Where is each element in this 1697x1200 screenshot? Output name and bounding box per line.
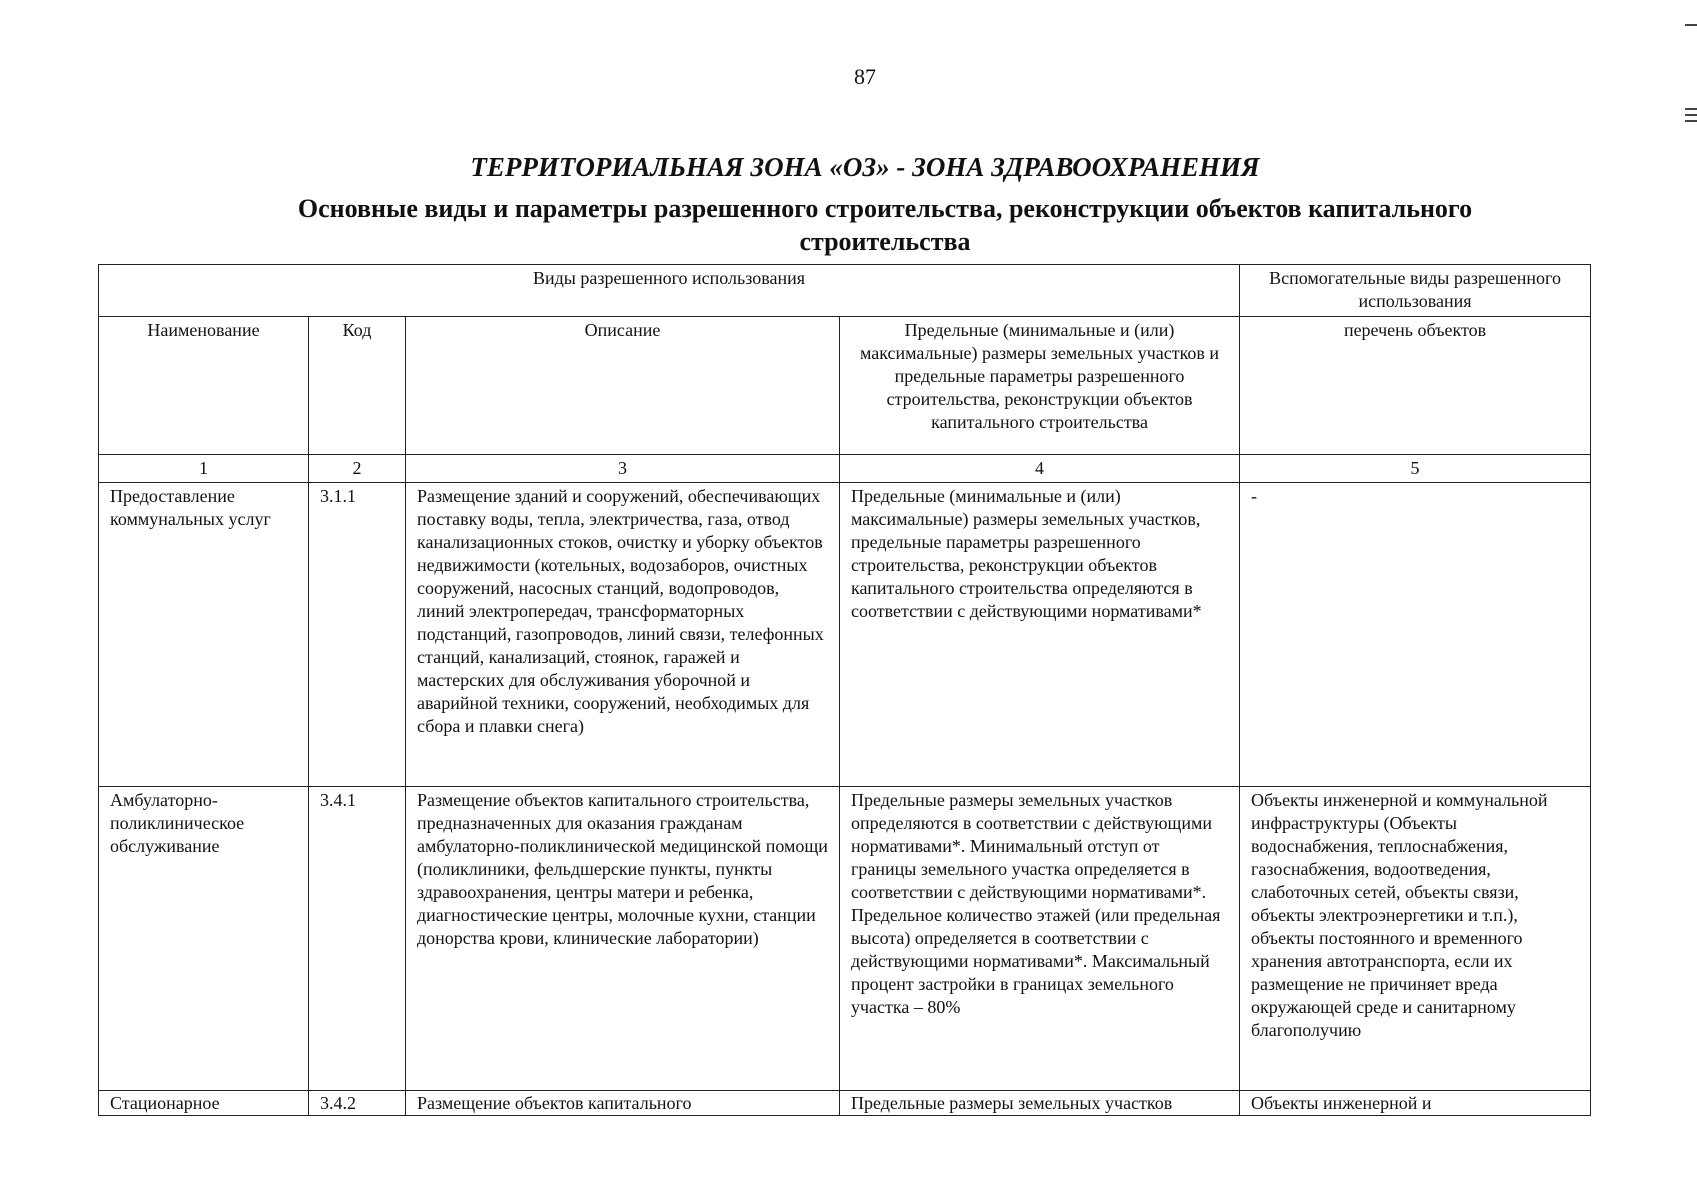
row-auxiliary-cell: Объекты инженерной и	[1240, 1091, 1591, 1116]
table-column-number-row	[99, 455, 1591, 483]
edge-mark	[1685, 24, 1697, 26]
column-header-description: Описание	[406, 317, 840, 455]
group-header-main: Виды разрешенного использования	[99, 265, 1240, 317]
row-name-cell: Предоставление коммунальных услуг	[99, 483, 309, 787]
zoning-table	[98, 264, 1591, 1116]
row-code-cell: 3.4.1	[309, 787, 406, 1091]
group-header-auxiliary: Вспомогательные виды разрешенного использования	[1240, 265, 1591, 317]
row-name-cell: Стационарное	[99, 1091, 309, 1116]
row-parameters-cell: Предельные размеры земельных участков	[840, 1091, 1240, 1116]
column-header-code: Код	[309, 317, 406, 455]
table-column-header-row	[99, 317, 1591, 455]
row-name-cell: Амбулаторно-поликлиническое обслуживание	[99, 787, 309, 1091]
subtitle: Основные виды и параметры разрешенного строительства, реконструкции объектов капитального строительства	[297, 194, 1473, 256]
edge-mark	[1685, 120, 1697, 122]
column-header-parameters: Предельные (минимальные и (или) максимальные) размеры земельных участков и предельные параметры разрешенного строительства, реконструкции объектов капитального строительства	[840, 317, 1240, 455]
edge-mark	[1685, 108, 1697, 110]
table-row	[99, 787, 1591, 1091]
row-parameters-cell: Предельные (минимальные и (или) максимальные) размеры земельных участков, предельные параметры разрешенного строительства, реконструкции объектов капитального строительства определяются в соответствии с действующими нормативами*	[840, 483, 1240, 787]
column-number: 5	[1240, 455, 1591, 483]
column-header-objects: перечень объектов	[1240, 317, 1591, 455]
edge-mark	[1685, 114, 1697, 116]
page-number: 87	[854, 64, 876, 89]
row-description-cell: Размещение зданий и сооружений, обеспечивающих поставку воды, тепла, электричества, газа, отвод канализационных стоков, очистку и уборку объектов недвижимости (котельных, водозаборов, очистных сооружений, насосных станций, водопроводов, линий электропередач, трансформаторных подстанций, газопроводов, линий связи, телефонных станций, канализаций, стоянок, гаражей и мастерских для обслуживания уборочной и аварийной техники, сооружений, необходимых для сбора и плавки снега)	[406, 483, 840, 787]
column-number: 2	[309, 455, 406, 483]
zone-title: ТЕРРИТОРИАЛЬНАЯ ЗОНА «ОЗ» - ЗОНА ЗДРАВООХРАНЕНИЯ	[470, 152, 1260, 182]
row-code-cell: 3.4.2	[309, 1091, 406, 1116]
row-auxiliary-cell: -	[1240, 483, 1591, 787]
column-number: 4	[840, 455, 1240, 483]
row-description-cell: Размещение объектов капитального строительства, предназначенных для оказания гражданам амбулаторно-поликлинической медицинской помощи (поликлиники, фельдшерские пункты, пункты здравоохранения, центры матери и ребенка, диагностические центры, молочные кухни, станции донорства крови, клинические лаборатории)	[406, 787, 840, 1091]
row-auxiliary-cell: Объекты инженерной и коммунальной инфраструктуры (Объекты водоснабжения, теплоснабжения, газоснабжения, водоотведения, слаботочных сетей, объекты связи, объекты электроэнергетики и т.п.), объекты постоянного и временного хранения автотранспорта, если их размещение не причиняет вреда окружающей среде и санитарному благополучию	[1240, 787, 1591, 1091]
column-number: 1	[99, 455, 309, 483]
table-row	[99, 483, 1591, 787]
column-header-name: Наименование	[99, 317, 309, 455]
table-row	[99, 1091, 1591, 1116]
column-number: 3	[406, 455, 840, 483]
row-description-cell: Размещение объектов капитального	[406, 1091, 840, 1116]
table-group-header-row	[99, 265, 1591, 317]
row-parameters-cell: Предельные размеры земельных участков определяются в соответствии с действующими нормативами*. Минимальный отступ от границы земельного участка определяется в соответствии с действующими нормативами*. Предельное количество этажей (или предельная высота) определяется в соответствии с действующими нормативами*. Максимальный процент застройки в границах земельного участка – 80%	[840, 787, 1240, 1091]
row-code-cell: 3.1.1	[309, 483, 406, 787]
